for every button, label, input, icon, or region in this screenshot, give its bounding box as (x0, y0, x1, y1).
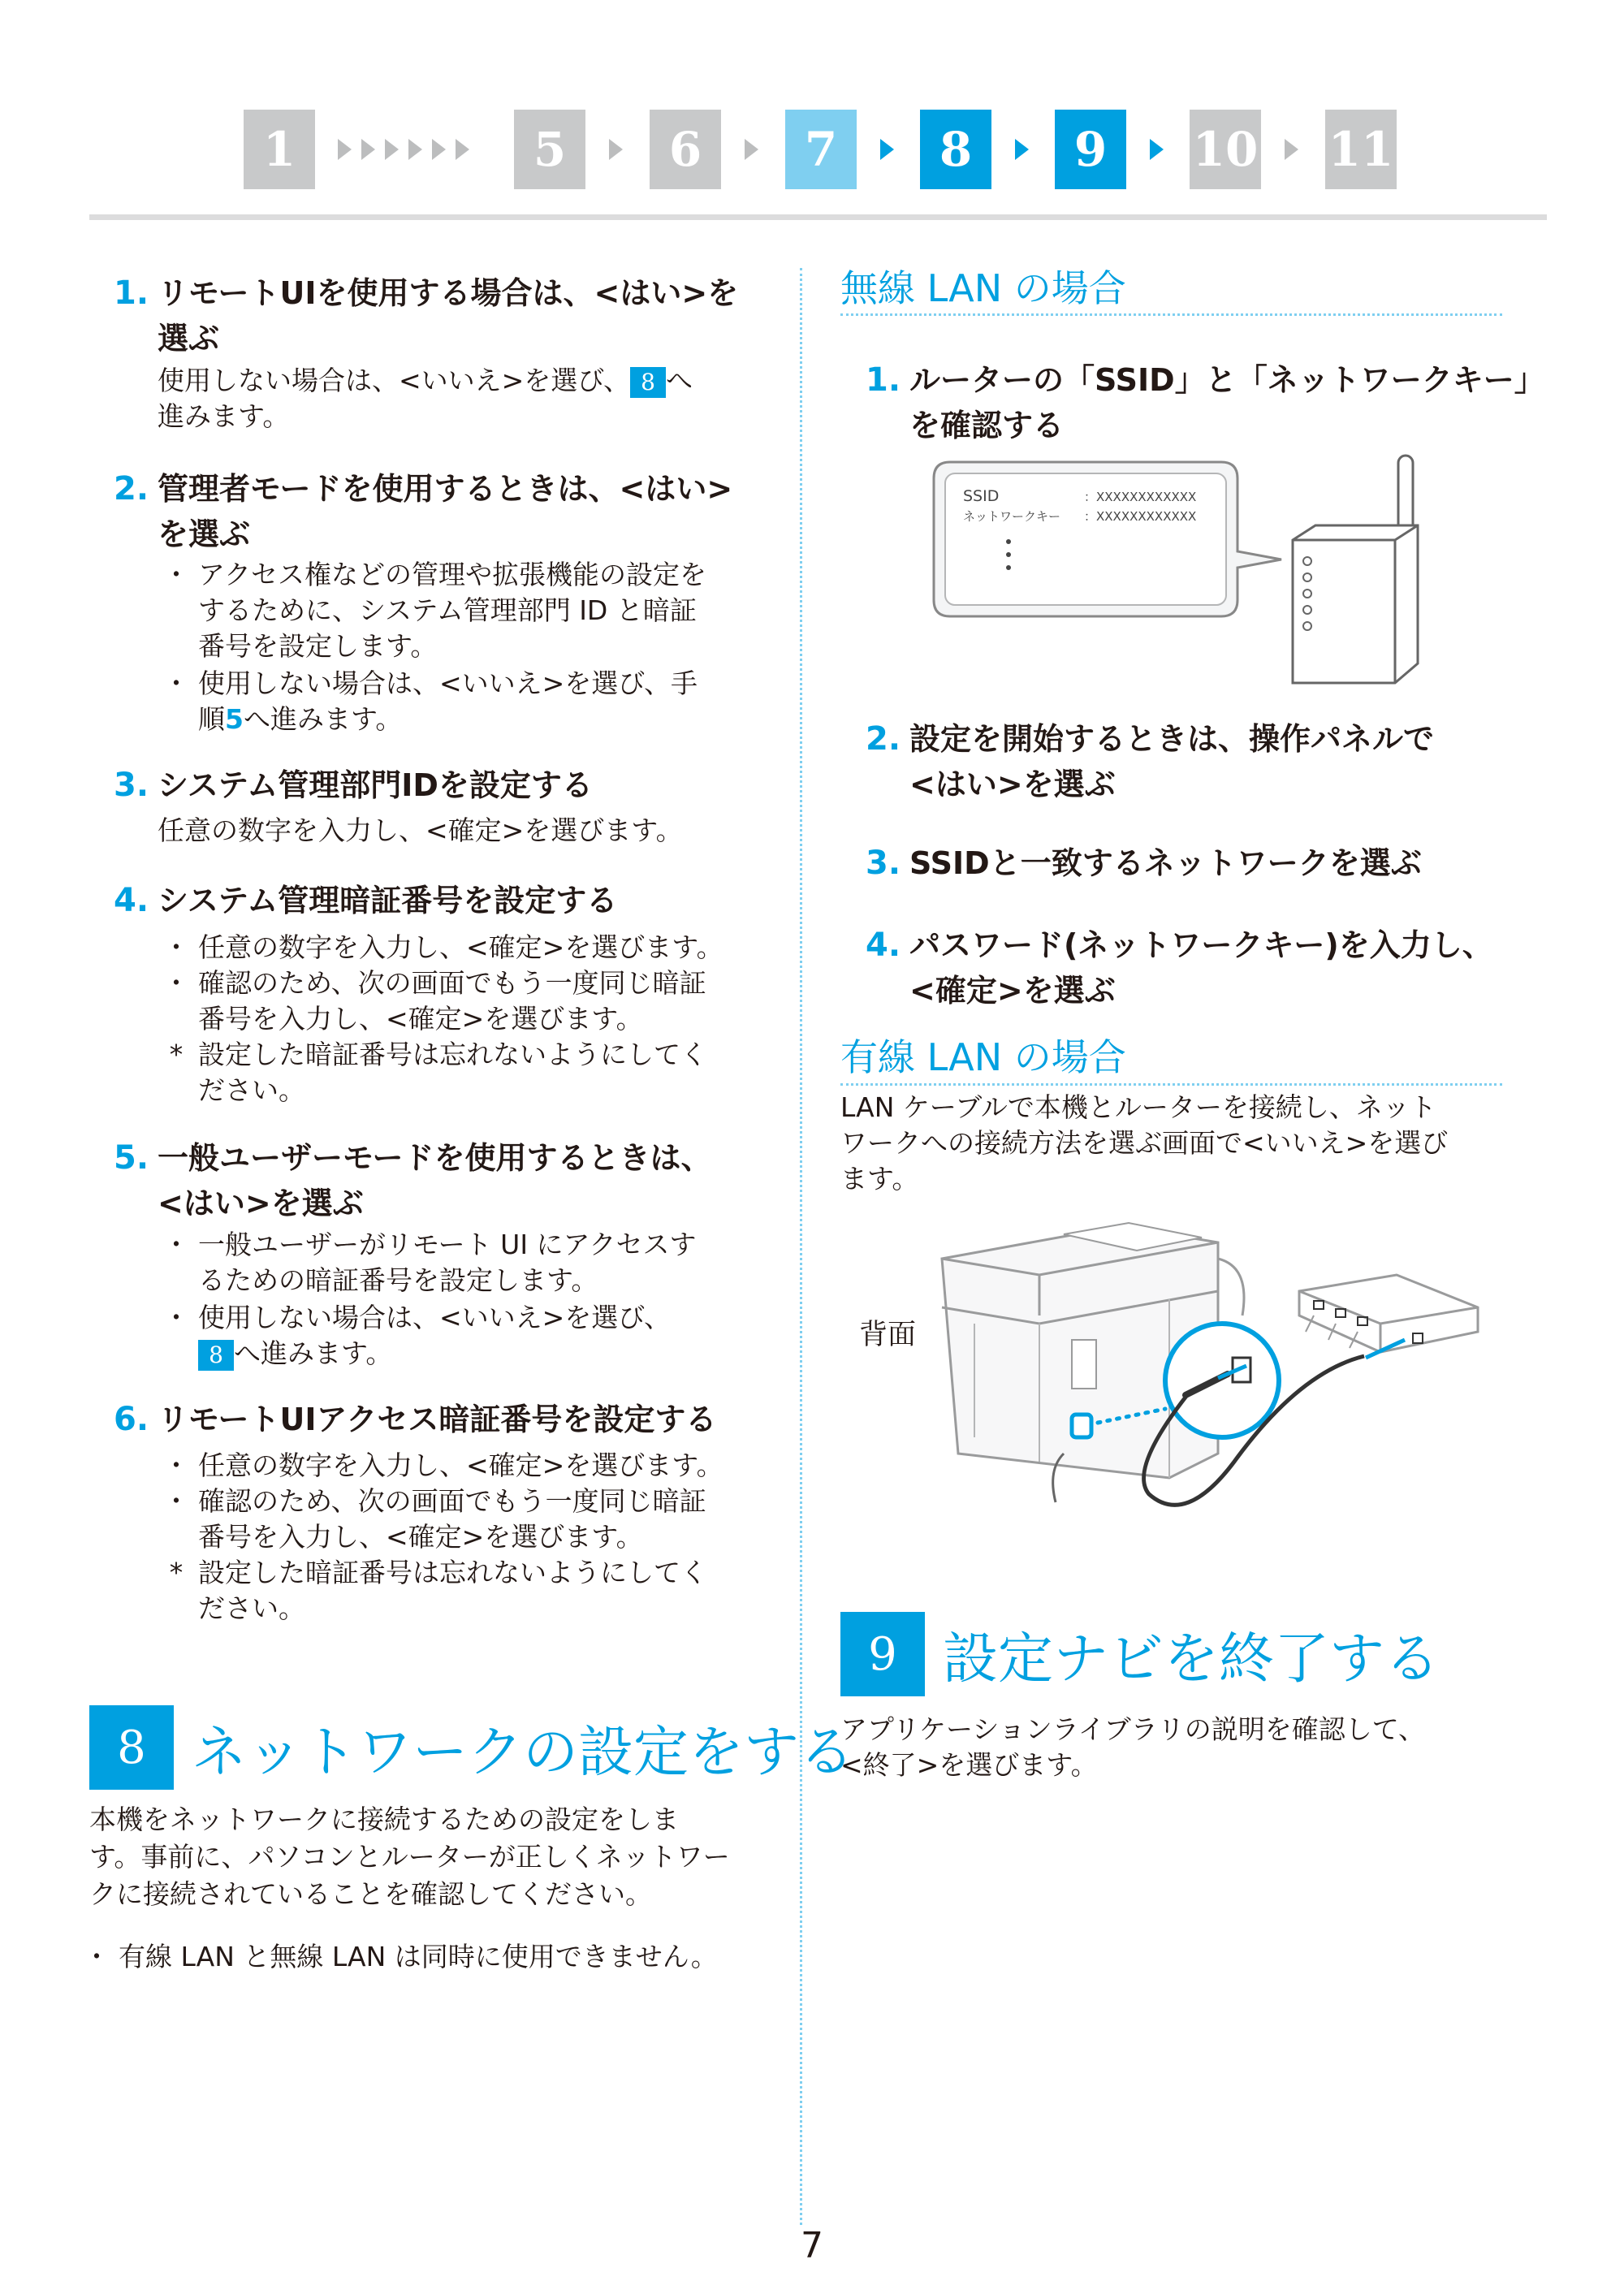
step-8-badge: 8 (198, 1340, 234, 1371)
step-text: 選ぶ (158, 321, 220, 356)
wired-connection-illustration (926, 1210, 1494, 1527)
nav-arrow-icon (1150, 139, 1164, 160)
desc-text: 使用しない場合は、<いいえ>を選び、 (158, 365, 630, 396)
step-3-description: 任意の数字を入力し、<確定>を選びます。 (158, 814, 683, 846)
nav-step-5: 5 (514, 110, 585, 189)
header-divider (89, 214, 1547, 220)
nav-arrow-icon (408, 139, 422, 160)
step-ref-number: 5 (225, 703, 244, 735)
section-8-paragraph (89, 1801, 780, 1913)
section-underline (840, 313, 1502, 316)
section-9-header (840, 1612, 1440, 1696)
bullet-text: 番号を入力し、<確定>を選びます。 (198, 1003, 643, 1035)
step-text: リモートUIを使用する場合は、<はい>を (158, 275, 739, 311)
step-number: 4. (114, 882, 149, 919)
step-text: を選ぶ (158, 516, 251, 552)
step-6-heading (114, 1397, 780, 1442)
note-mark: * (169, 1039, 184, 1070)
rear-label: 背面 (859, 1319, 917, 1351)
bullet-text: 使用しない場合は、<いいえ>を選び、 (198, 1302, 671, 1333)
step-number: 5. (114, 1139, 149, 1177)
para-line: 本機をネットワークに接続するための設定をしま (89, 1804, 679, 1835)
bullet-text: 番号を設定します。 (198, 630, 438, 662)
ssid-label: SSID (963, 487, 1000, 505)
step-5-heading (114, 1135, 763, 1226)
step-text: システム管理部門IDを設定する (158, 767, 593, 803)
note-mark: * (169, 1557, 184, 1588)
step-number: 2. (866, 720, 901, 758)
zoom-circle (1165, 1324, 1279, 1437)
bullet-text: 使用しない場合は、<いいえ>を選び、手 (198, 667, 698, 699)
note-item (161, 1037, 794, 1108)
note-text: 設定した暗証番号は忘れないようにしてく (198, 1557, 707, 1588)
step-number: 3. (114, 767, 149, 804)
network-key-value: ：XXXXXXXXXXXX (1084, 509, 1197, 524)
bullet-text: へ進みます。 (243, 703, 403, 735)
para-line: LAN ケーブルで本機とルーターを接続し、ネット (840, 1091, 1436, 1123)
step-number: 1. (866, 361, 901, 399)
section-number-badge: 8 (89, 1705, 174, 1790)
nav-arrow-icon (1285, 139, 1298, 160)
para-line: ます。 (840, 1163, 919, 1195)
step-4-heading (114, 878, 763, 923)
step-3-heading (114, 763, 763, 808)
router-icon (1299, 1275, 1478, 1352)
step-8-badge: 8 (630, 367, 666, 398)
bullet-mark: ・ (162, 1302, 190, 1333)
bullet-item (161, 557, 778, 664)
step-number: 3. (866, 845, 901, 882)
wired-lan-title: 有線 LAN の場合 (840, 1035, 1126, 1079)
bullet-mark: ・ (162, 1449, 190, 1481)
network-key-label: ネットワークキー (963, 509, 1061, 524)
bullet-item (161, 666, 778, 737)
bullet-mark: ・ (162, 667, 190, 699)
step-number: 4. (866, 927, 901, 964)
desc-text: 進みます。 (158, 400, 290, 432)
bullet-item (161, 966, 794, 1037)
bullet-mark: ・ (162, 1485, 190, 1517)
bullet-text: 順 (198, 703, 225, 735)
step-text: システム管理暗証番号を設定する (158, 883, 618, 918)
lan-port-icon (1072, 1415, 1091, 1437)
nav-arrow-icon (1015, 139, 1029, 160)
bullet-mark: ・ (83, 1941, 110, 1972)
nav-step-6: 6 (650, 110, 721, 189)
wireless-step-3-heading (866, 840, 1531, 886)
page-number: 7 (801, 2225, 823, 2266)
nav-arrow-icon (338, 139, 352, 160)
section-number-badge: 9 (840, 1612, 925, 1696)
step-text: ルーターの「SSID」と「ネットワークキー」 (909, 362, 1545, 398)
column-divider (800, 268, 802, 2225)
step-text: 管理者モードを使用するときは、<はい> (158, 471, 733, 507)
bullet-text: 番号を入力し、<確定>を選びます。 (198, 1521, 643, 1553)
para-line: ワークへの接続方法を選ぶ画面で<いいえ>を選び (840, 1127, 1449, 1159)
wireless-step-1-heading (866, 357, 1545, 448)
bullet-item (161, 1484, 794, 1555)
step-2-heading (114, 466, 763, 557)
step-text: <確定>を選ぶ (909, 973, 1116, 1009)
step-text: SSIDと一致するネットワークを選ぶ (909, 845, 1422, 881)
step-number: 1. (114, 274, 149, 312)
note-text: ださい。 (198, 1074, 305, 1106)
step-text: を確認する (909, 408, 1065, 443)
step-number: 6. (114, 1401, 149, 1438)
step-1-heading (114, 270, 763, 361)
router-body-icon (1293, 525, 1418, 683)
section-9-paragraph (840, 1712, 1531, 1783)
wireless-step-2-heading (866, 716, 1531, 807)
bullet-text: 任意の数字を入力し、<確定>を選びます。 (198, 931, 723, 963)
wired-lan-paragraph (840, 1090, 1531, 1197)
step-text: 設定を開始するときは、操作パネルで (909, 721, 1435, 757)
bullet-text: 確認のため、次の画面でもう一度同じ暗証 (198, 967, 706, 999)
nav-step-10: 10 (1190, 110, 1261, 189)
section-title: 設定ナビを終了する (943, 1627, 1440, 1691)
desc-text: へ (665, 365, 693, 396)
nav-arrow-icon (609, 139, 623, 160)
bullet-item (81, 1939, 796, 1975)
bullet-item (161, 1227, 794, 1298)
step-text: 一般ユーザーモードを使用するときは、 (158, 1140, 712, 1176)
bullet-text: るための暗証番号を設定します。 (198, 1264, 598, 1296)
bullet-text: アクセス権などの管理や拡張機能の設定を (198, 559, 707, 590)
step-text: <はい>を選ぶ (158, 1186, 364, 1221)
step-text: リモートUIアクセス暗証番号を設定する (158, 1402, 717, 1437)
wireless-lan-title: 無線 LAN の場合 (840, 266, 1126, 310)
bullet-item (161, 1300, 794, 1372)
bullet-mark: ・ (162, 967, 190, 999)
para-line: <終了>を選びます。 (840, 1749, 1098, 1781)
bullet-text: するために、システム管理部門 ID と暗証 (198, 594, 697, 626)
bullet-text: 有線 LAN と無線 LAN は同時に使用できません。 (119, 1941, 718, 1972)
nav-arrow-icon (361, 139, 375, 160)
step-navigation (244, 110, 1397, 189)
ellipsis-dot (1006, 565, 1011, 570)
nav-step-1: 1 (244, 110, 315, 189)
bullet-mark: ・ (162, 931, 190, 963)
ellipsis-dot (1006, 552, 1011, 557)
section-underline (840, 1083, 1502, 1086)
bullet-item (161, 1448, 794, 1484)
nav-arrow-icon (745, 139, 758, 160)
nav-step-8: 8 (920, 110, 991, 189)
note-text: 設定した暗証番号は忘れないようにしてく (198, 1039, 707, 1070)
bullet-mark: ・ (162, 1229, 190, 1260)
router-ssid-illustration (926, 451, 1429, 694)
para-line: アプリケーションライブラリの説明を確認して、 (840, 1713, 1426, 1745)
section-title: ネットワークの設定をする (192, 1720, 855, 1785)
para-line: す。事前に、パソコンとルーターが正しくネットワー (89, 1841, 730, 1873)
step-text: パスワード(ネットワークキー)を入力し、 (909, 927, 1493, 963)
bullet-item (161, 930, 794, 966)
bullet-text: へ進みます。 (234, 1337, 393, 1369)
nav-arrow-icon (456, 139, 469, 160)
ssid-value: ：XXXXXXXXXXXX (1084, 490, 1197, 504)
para-line: クに接続されていることを確認してください。 (89, 1878, 652, 1910)
nav-step-7: 7 (785, 110, 857, 189)
step-1-description (158, 363, 775, 434)
bullet-mark: ・ (162, 559, 190, 590)
step-number: 2. (114, 470, 149, 508)
nav-arrow-icon (880, 139, 894, 160)
step-text: <はい>を選ぶ (909, 767, 1116, 802)
nav-arrow-icon (432, 139, 446, 160)
bullet-text: 確認のため、次の画面でもう一度同じ暗証 (198, 1485, 706, 1517)
ellipsis-dot (1006, 539, 1011, 544)
bullet-text: 任意の数字を入力し、<確定>を選びます。 (198, 1449, 723, 1481)
section-8-header (89, 1705, 854, 1790)
nav-step-9: 9 (1055, 110, 1126, 189)
bullet-text: 一般ユーザーがリモート UI にアクセスす (198, 1229, 697, 1260)
note-text: ださい。 (198, 1592, 305, 1624)
note-item (161, 1555, 794, 1627)
wireless-step-4-heading (866, 922, 1531, 1013)
nav-step-11: 11 (1325, 110, 1397, 189)
nav-arrow-icon (385, 139, 399, 160)
